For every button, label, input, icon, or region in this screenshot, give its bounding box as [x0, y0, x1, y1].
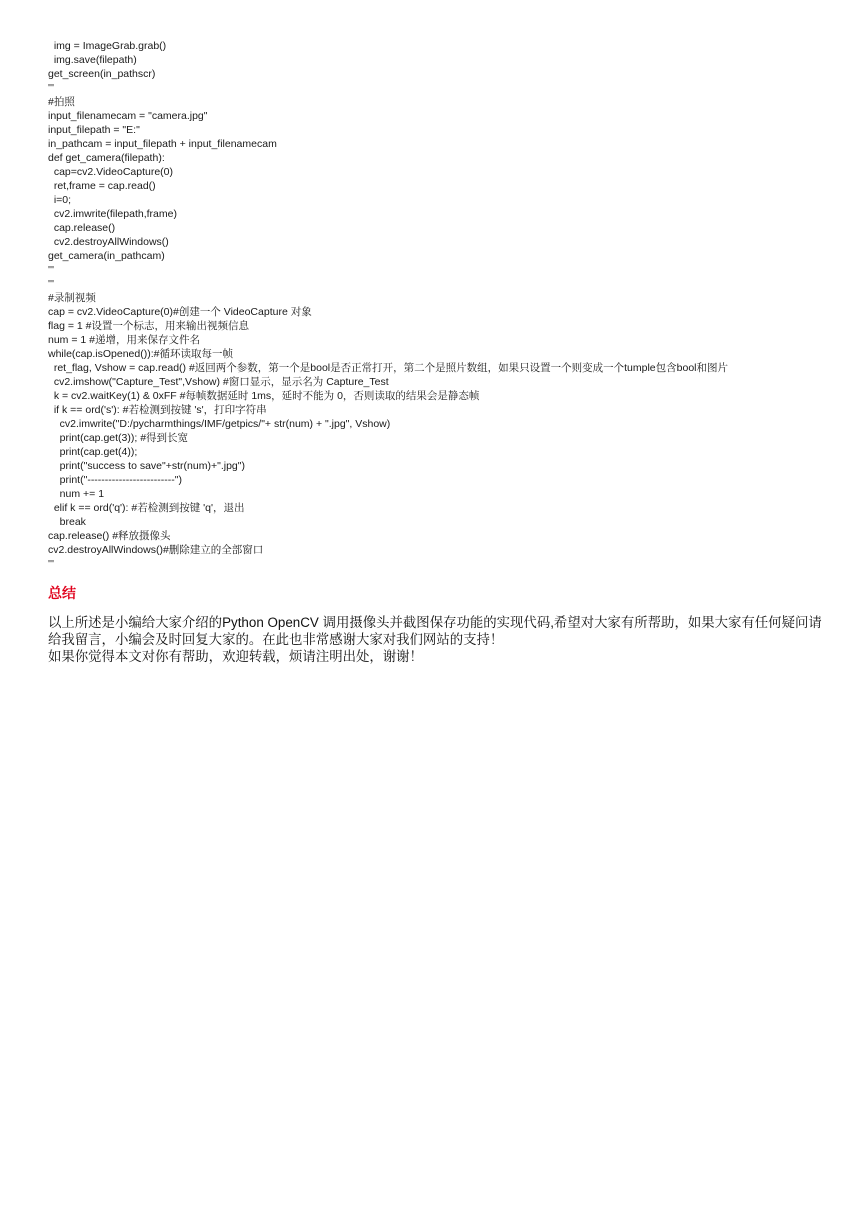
code-line: i=0; [48, 194, 72, 206]
code-line: break [48, 516, 86, 528]
repost-note: 如果你觉得本文对你有帮助，欢迎转载，烦请注明出处，谢谢！ [48, 649, 423, 664]
code-line: cap.release() [48, 222, 116, 234]
code-line: cv2.imshow("Capture_Test",Vshow) #窗口显示，显示名为 Capture_Test [48, 376, 389, 388]
code-block [48, 39, 828, 571]
code-line: get_screen(in_pathscr) [48, 68, 156, 80]
code-line: if k == ord('s'): #若检测到按键 's'，打印字符串 [48, 404, 267, 416]
code-line: ret_flag, Vshow = cap.read() #返回两个参数，第一个是bool是否正常打开，第二个是照片数组，如果只设置一个则变成一个tumple包含bool和图片 [48, 362, 729, 374]
code-line: ''' [48, 558, 55, 570]
code-line: def get_camera(filepath): [48, 152, 165, 164]
code-line: #录制视频 [48, 292, 96, 304]
code-line: ''' [48, 82, 55, 94]
code-line: img = ImageGrab.grab() [48, 40, 167, 52]
code-line: flag = 1 #设置一个标志，用来输出视频信息 [48, 320, 249, 332]
code-line: img.save(filepath) [48, 54, 137, 66]
code-line: print(cap.get(4)); [48, 446, 138, 458]
code-line: cv2.destroyAllWindows() [48, 236, 169, 248]
code-line: elif k == ord('q'): #若检测到按键 'q'，退出 [48, 502, 245, 514]
code-line: k = cv2.waitKey(1) & 0xFF #每帧数据延时 1ms，延时不能为 0，否则读取的结果会是静态帧 [48, 390, 480, 402]
code-line: in_pathcam = input_filepath + input_filenamecam [48, 138, 277, 150]
code-line: #拍照 [48, 96, 75, 108]
code-line: input_filepath = "E:" [48, 124, 140, 136]
code-line: num = 1 #递增，用来保存文件名 [48, 334, 200, 346]
summary-heading: 总结 [48, 585, 76, 601]
code-line: num += 1 [48, 488, 105, 500]
code-line: ret,frame = cap.read() [48, 180, 156, 192]
code-line: input_filenamecam = "camera.jpg" [48, 110, 208, 122]
code-line: cv2.imwrite("D:/pycharmthings/IMF/getpics/"+ str(num) + ".jpg", Vshow) [48, 418, 391, 430]
code-line: while(cap.isOpened()):#循环读取每一帧 [48, 348, 233, 360]
summary-paragraph: 以上所述是小编给大家介绍的Python OpenCV 调用摄像头并截图保存功能的实现代码,希望对大家有所帮助，如果大家有任何疑问请给我留言，小编会及时回复大家的。在此也非常感谢大家对我们网站的支持！ [48, 615, 822, 647]
code-line: cap.release() #释放摄像头 [48, 530, 171, 542]
code-line: cv2.imwrite(filepath,frame) [48, 208, 177, 220]
code-line: get_camera(in_pathcam) [48, 250, 165, 262]
code-line: cap=cv2.VideoCapture(0) [48, 166, 174, 178]
code-line: print("success to save"+str(num)+".jpg") [48, 460, 245, 472]
code-line: ''' [48, 278, 55, 290]
code-line: ''' [48, 264, 55, 276]
summary-section [48, 614, 826, 665]
code-line: print(cap.get(3)); #得到长宽 [48, 432, 189, 444]
code-line: print("-------------------------") [48, 474, 182, 486]
code-line: cap = cv2.VideoCapture(0)#创建一个 VideoCapture 对象 [48, 306, 312, 318]
code-line: cv2.destroyAllWindows()#删除建立的全部窗口 [48, 544, 264, 556]
